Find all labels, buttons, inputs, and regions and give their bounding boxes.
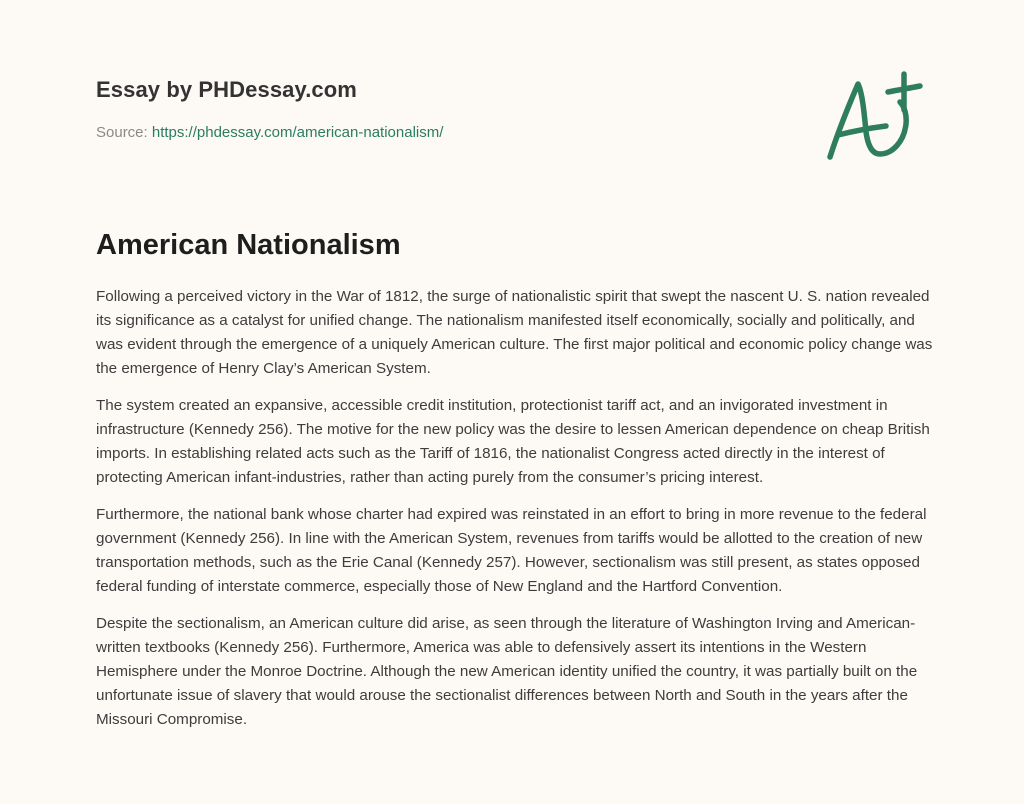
source-link[interactable]: https://phdessay.com/american-nationalism/ [151,124,444,141]
essay-body [96,285,936,745]
essay-title: American Nationalism [96,229,401,261]
essay-paragraph: Despite the sectionalism, an American culture did arise, as seen through the literature of Washington Irving and American-written textbooks (Kennedy 256). Furthermore, America was able to defensively assert its intentions in the Western Hemisphere under the Monroe Doctrine. Although the new American identity unified the country, it was partially built on the unfortunate issue of slavery that would arouse the sectionalist differences between North and South in the years after the Missouri Compromise. [96,615,918,728]
source-label: Source: [96,124,148,141]
site-header [96,76,357,104]
source-line [96,123,443,143]
a-plus-grade-icon [820,62,930,166]
essay-paragraph: The system created an expansive, accessible credit institution, protectionist tariff act, and an invigorated investment in infrastructure (Kennedy 256). The motive for the new policy was the desire to lessen American dependence on cheap British imports. In establishing related acts such as the Tariff of 1816, the nationalist Congress acted directly in the interest of protecting American infant-industries, rather than acting purely from the consumer’s pricing interest. [96,397,930,486]
essay-paragraph: Furthermore, the national bank whose charter had expired was reinstated in an effort to bring in more revenue to the federal government (Kennedy 256). In line with the American System, revenues from tariffs would be allotted to the creation of new transportation methods, such as the Erie Canal (Kennedy 257). However, sectionalism was still present, as states opposed federal funding of interstate commerce, especially those of New England and the Hartford Convention. [96,506,927,595]
essay-paragraph: Following a perceived victory in the War of 1812, the surge of nationalistic spirit that swept the nascent U. S. nation revealed its significance as a catalyst for unified change. The nationalism manifested itself economically, socially and politically, and was evident through the emergence of a uniquely American culture. The first major political and economic policy change was the emergence of Henry Clay’s American System. [96,288,933,377]
site-title: Essay by PHDessay.com [96,77,357,102]
